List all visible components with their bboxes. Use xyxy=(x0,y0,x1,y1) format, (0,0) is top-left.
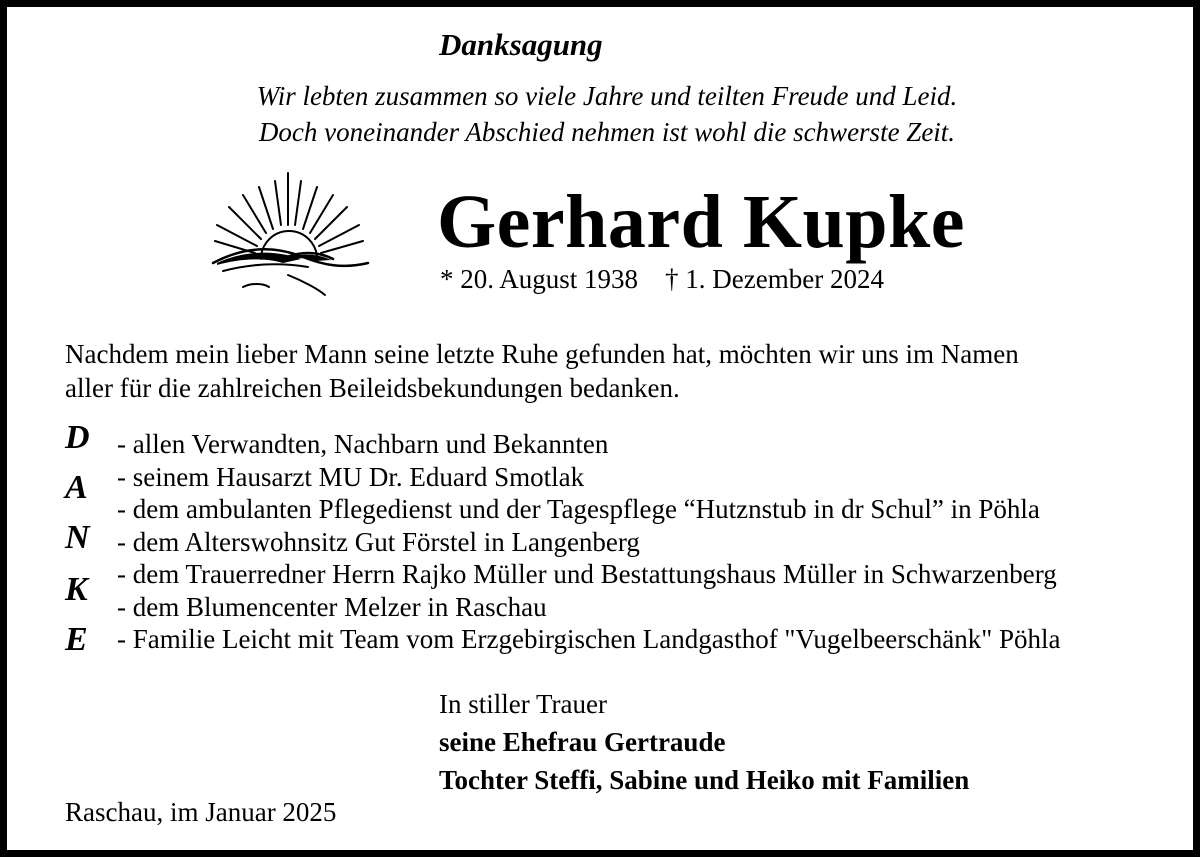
sunset-over-hills-icon xyxy=(203,167,373,297)
danke-letter-k: K xyxy=(65,571,88,608)
thanks-item: - seinem Hausarzt MU Dr. Eduard Smotlak xyxy=(117,461,585,492)
thanks-item: - Familie Leicht mit Team vom Erzgebirgischen Landgasthof "Vugelbeerschänk" Pöhla xyxy=(117,624,1061,654)
deceased-name: Gerhard Kupke xyxy=(437,180,965,264)
life-dates xyxy=(440,264,884,295)
verse-line-2: Doch voneinander Abschied nehmen ist wohl die schwerste Zeit. xyxy=(258,117,956,147)
thanks-item: - allen Verwandten, Nachbarn und Bekannten xyxy=(117,429,609,459)
thanks-item: - dem Blumencenter Melzer in Raschau xyxy=(117,591,547,622)
danke-letter-d: D xyxy=(65,419,90,456)
thanks-list xyxy=(117,428,1061,656)
birth-date: * 20. August 1938 xyxy=(440,264,639,294)
heading-title: Danksagung xyxy=(439,27,603,62)
thanks-item: - dem Alterswohnsitz Gut Förstel in Langenberg xyxy=(117,526,640,557)
danke-letter-n: N xyxy=(65,519,90,556)
closing-signature xyxy=(439,685,969,799)
intro-text xyxy=(65,337,1019,405)
verse-line-1: Wir lebten zusammen so viele Jahre und teilten Freude und Leid. xyxy=(256,81,958,111)
danke-letter-a: A xyxy=(65,469,88,506)
intro-line-2: aller für die zahlreichen Beileidsbekundungen bedanken. xyxy=(65,373,680,403)
closing-line-2: seine Ehefrau Gertraude xyxy=(439,727,726,757)
death-date: † 1. Dezember 2024 xyxy=(665,264,884,294)
place-date: Raschau, im Januar 2025 xyxy=(65,797,337,827)
thanks-item: - dem Trauerredner Herrn Rajko Müller und Bestattungshaus Müller in Schwarzenberg xyxy=(117,559,1057,589)
thanks-item: - dem ambulanten Pflegedienst und der Tagespflege “Hutznstub in dr Schul” in Pöhla xyxy=(117,494,1040,524)
closing-line-1: In stiller Trauer xyxy=(439,689,607,719)
intro-line-1: Nachdem mein lieber Mann seine letzte Ruhe gefunden hat, möchten wir uns im Namen xyxy=(65,339,1019,369)
danke-letter-e: E xyxy=(65,621,88,658)
closing-line-3: Tochter Steffi, Sabine und Heiko mit Familien xyxy=(439,765,970,795)
